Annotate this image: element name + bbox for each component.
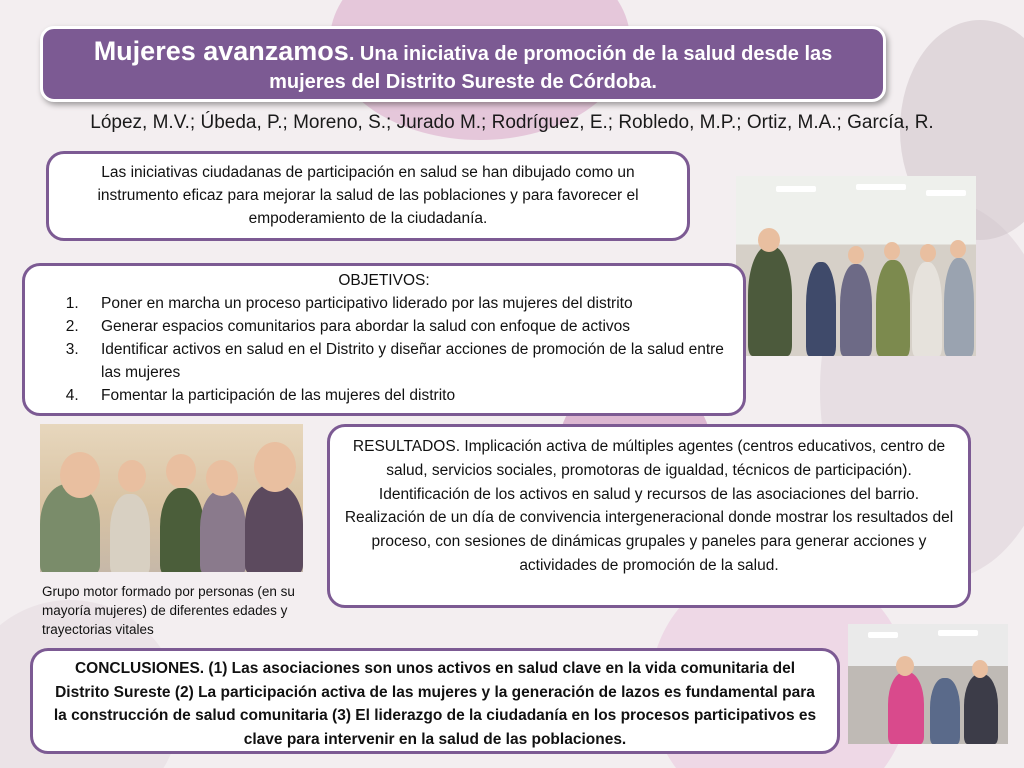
objectives-heading: OBJETIVOS: (338, 272, 430, 289)
title-subtitle-part1: . Una iniciativa de promoción de la salud desde las (348, 43, 833, 65)
title-main: Mujeres avanzamos (93, 36, 349, 66)
authors-line: López, M.V.; Úbeda, P.; Moreno, S.; Jurado M.; Rodríguez, E.; Robledo, M.P.; Ortiz, M.A.; García, R. (90, 112, 934, 133)
photo-exhibition (848, 624, 1008, 744)
title-banner (40, 26, 886, 102)
photo-group-dance (736, 176, 976, 356)
objective-item: 4. Fomentar la participación de las mujeres del distrito (83, 384, 725, 407)
photo-group-motor (40, 424, 303, 572)
objectives-box (22, 263, 746, 416)
title-line-1 (43, 37, 883, 68)
objective-item: 1. Poner en marcha un proceso participativo liderado por las mujeres del distrito (83, 292, 725, 315)
intro-box: Las iniciativas ciudadanas de participación en salud se han dibujado como un instrumento eficaz para mejorar la salud de las poblaciones y para favorecer el empoderamiento de la ciudadanía. (46, 151, 690, 241)
conclusions-box: CONCLUSIONES. (1) Las asociaciones son unos activos en salud clave en la vida comunitaria del Distrito Sureste (2) La participación activa de las mujeres y la generación de lazos es fundamental para la construcción de salud comunitaria (3) El liderazgo de la ciudadanía en los procesos participativos es clave para intervenir en la salud de las poblaciones. (30, 648, 840, 754)
objective-item: 2. Generar espacios comunitarios para abordar la salud con enfoque de activos (83, 315, 725, 338)
results-box: RESULTADOS. Implicación activa de múltiples agentes (centros educativos, centro de salud, servicios sociales, promotoras de igualdad, técnicos de participación). Identificación de los activos en salud y recursos de las asociaciones del barrio. Realización de un día de convivencia intergeneracional donde mostrar los resultados del proceso, con sesiones de dinámicas grupales y paneles para generar acciones y actividades de promoción de la salud. (327, 424, 971, 608)
objectives-list (43, 292, 725, 407)
objective-item: 3. Identificar activos en salud en el Distrito y diseñar acciones de promoción de la salud entre las mujeres (83, 338, 725, 384)
title-subtitle-part2: mujeres del Distrito Sureste de Córdoba. (269, 71, 657, 93)
photo-caption: Grupo motor formado por personas (en su mayoría mujeres) de diferentes edades y trayectorias vitales (42, 584, 295, 637)
